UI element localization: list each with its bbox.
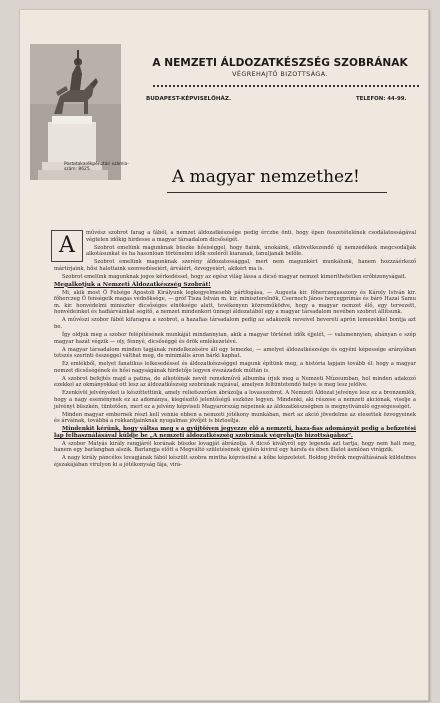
paragraph-text: művész szobrot farag a fából, a nemzet áldozatkészsége pedig érczbe önti, hogy épen összetételének csodálatosságával végtelen időkig hirdesse a magyar társadalom dicsőségét. — [86, 230, 416, 243]
letter-body — [54, 230, 416, 470]
paragraph: Szobrot emelünk magunknak jogos kérkedéssel, hogy az egész világ lássa a dicső magyar nemzet kimeríthetetlen erőbizonyságait. — [62, 273, 407, 280]
equestrian-statue-image — [30, 44, 121, 180]
section-heading: Megalkotjuk a Nemzeti Áldozatkészség Szobrát! — [54, 281, 211, 288]
headline: A magyar nemzethez! — [172, 167, 360, 187]
dotted-divider — [153, 85, 419, 87]
statue-photo — [30, 44, 121, 180]
photo-caption: Postatakarékpénztári számla-szám: 8625. — [64, 162, 129, 173]
paragraph: A magyar társadalom minden tagjának rendelkezésére áll egy lemezke, — amelyet áldozatkészsége és egyéni képessége arányában tetszés szerinti összeggel válthat meg, de minimális áron bárki kaphat. — [54, 346, 416, 360]
paragraph: A művészi szobor fából kifaragva a szobrot, a hazafias társadalom pedig az adakozók neveivel beveretí aprón lemezekkel bontja azt be. — [54, 317, 416, 331]
header-address: BUDAPEST-KÉPVISELŐHÁZ. — [146, 96, 232, 102]
paragraph: A nagy király páncélos lovagjának fából készült szobra mintha képviselné a kőbe képzeletet. Boldog jövőnk megváltásának küldelmes éjszakájában virulyon ki a jótékonyság fája, virá- — [54, 455, 416, 468]
header-title: A NEMZETI ÁLDOZATKÉSZSÉG SZOBRÁNAK — [152, 57, 408, 69]
paragraph: A szobrot befejtés majd a patina, de alkotóinak nevét remekművű albumba írjuk meg a Nemzeti Múzeumban, hol minden adakozó ezekkel az okmányokkal ott lesz az áldozatkészség szobrának rajzával, amelyen feltüntetendő helye is meg lesz jelölve. — [54, 375, 416, 389]
dropcap-initial: A — [51, 230, 83, 262]
header-subtitle: VÉGREHAJTÓ BIZOTTSÁGA. — [232, 70, 328, 78]
paragraph: Szobrot emelünk magunknak büszke hősiséggel, hogy fiaink, unokáink, elkövetkezendő új nemzedékek megcsodálják alkotásunkat és ha hasonlóan történelmi idők szeléről kiaranak, tanuljanak belőle. — [86, 244, 416, 258]
paragraph: Mi, akik most Ő Felsége Apostoli Királyunk legkegyelmesebb pártfogása, — Augusta kir. főherczegasszony és Károly István kir. főherczeg Ő fenségeik magas védnöksége, — gróf Tisza István m. kir. miniszterelnök, Csernoch János hercegprímás és báró Hazai Samu m. kir. honvédelmi miniszter dicsőséges elnöksége alatt, tevékenyen közreműködve, hogy a magyar nemzet élő, egy tervezett, honvédeinket és hadiárváinkat segítő, a nemzet mindenkori ünnepi áldozatából egy a magyar társadalom nevében szobrot állítsunk. — [54, 289, 416, 316]
appeal-text: Mindenkit kérünk, hogy váltsa meg s a gyűjtőíven jegyezze elő a nemzeti, haza-fias adományát pedig a befizetési lap felhasználásával küldje be „A nemzeti áldozatkészség szobrának végrehajtó bizottságához". — [54, 426, 416, 439]
headline-rule — [167, 192, 387, 193]
paragraph: Szobrot emelünk magunknak szerény áldozatossággal, mert nem magunkért munkálunk, hanem hozzzáérkező mártírjaink, hősi halottaink szenvedéseiért, árváiért, özvegyeiért, akikért ma is. — [54, 259, 416, 272]
appeal-paragraph — [54, 426, 416, 439]
paragraph: Ez emlékből, melyet fanatikus lelkesedéssel és áldozatkészséggel magunk építünk meg, a história lapjain tovább él: hogy a magyar nemzet dicsőségének és hősi nagyságának hirdetője legyen évszázadok múltán is. — [54, 361, 416, 374]
document-sheet — [19, 9, 429, 701]
paragraph: Minden magyar embernek részt kell vennie ebben a nemzeti jótékony munkában, mert az akció jövedelme az elesettek özvegyeinek és árváinak, továbbá a rokkantjainknak nyugalmas jövőjét is biztosítja. — [54, 411, 416, 425]
paragraph: Így oldjuk meg a szobor felépítésének munkáját mindannyian, akik a magyar történet idők éjjelét, — valamennyien, ahányan e szép magyar hazát végzik — oly, fénnyé, dicsőséggé és örök emlékezetévé. — [54, 332, 416, 345]
paragraph: Ezenkívül jelvényeket is készíttettünk, amely reliefszerűen ábrázolja a lovasszobrot. A Nemzeti Áldozat jelvénye lesz ez a bronzemlék, hogy a nagy eseménynek ez az adománya, kiegészítő jelentőségű eszköze legyen. Mindenki, aki részese a nemzeti akciónak, viselje a jelvényt büszkén, tüntetően, mert ez a jelvény képviseli Magyarország népeinek az áldozatkészségben is megnyilvánuló egységességét. — [54, 390, 416, 410]
header-phone: TELEFON: 44-99. — [356, 96, 407, 102]
paragraph: A szobor Mátyás király rangjáról korának büszke lovagját ábrázolja. A dicső kivályról egy legenda azt tartja, hogy nem halt meg, hanem egy barlangban alszik. Barlangja előtt a Megváltó születésének éjjelén kivirul egy hársfa és ében illatot ásmlóan virágzik. — [54, 440, 416, 454]
